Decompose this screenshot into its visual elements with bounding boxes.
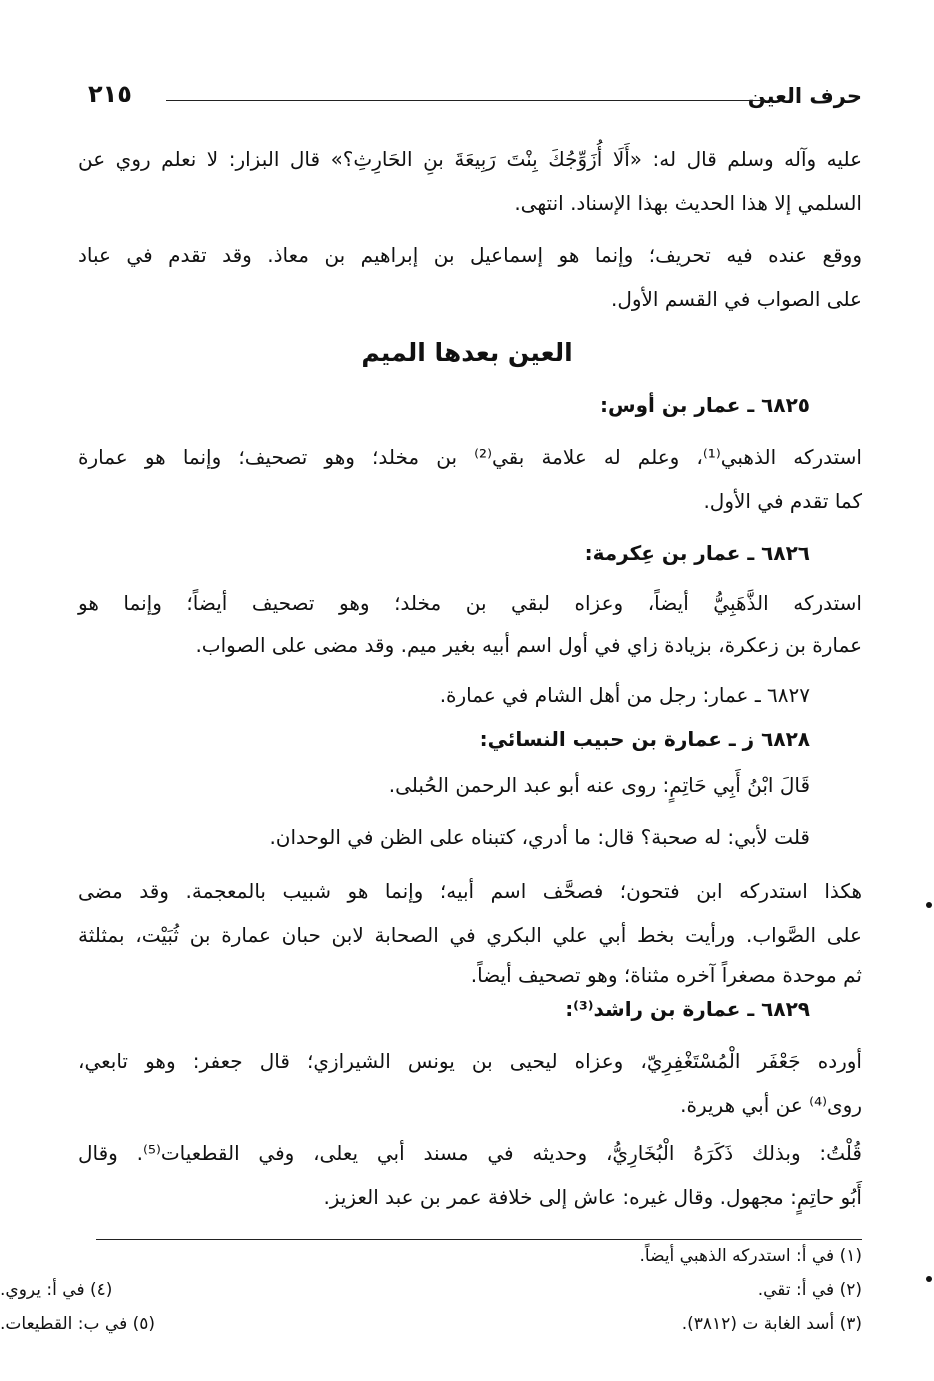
running-header-title: حرف العين xyxy=(747,84,862,108)
paragraph-line: كما تقدم في الأول. xyxy=(703,489,862,513)
entry-6827: ٦٨٢٧ ـ عمار: رجل من أهل الشام في عمارة. xyxy=(439,683,810,707)
paragraph-line: استدركه الذهبي⁽¹⁾، وعلم له علامة بقي⁽²⁾ بن مخلد؛ وهو تصحيف؛ وإنما هو عمارة xyxy=(78,445,862,469)
footnote-2: (٢) في أ: تقي. xyxy=(757,1280,862,1300)
paragraph-line: قَالَ ابْنُ أَبِي حَاتِمٍ: روى عنه أبو عبد الرحمن الحُبلى. xyxy=(388,773,810,797)
paragraph-line: ثم موحدة مصغراً آخره مثناة؛ وهو تصحيف أيضاً. xyxy=(470,963,862,987)
entry-title-6826: ٦٨٢٦ ـ عمار بن عِكرمة: xyxy=(584,541,810,565)
footnote-5: (٥) في ب: القطيعات. xyxy=(0,1314,156,1334)
page-number: ٢١٥ xyxy=(88,80,132,108)
footnote-4-wrapper xyxy=(0,1280,448,1300)
paragraph-line: السلمي إلا هذا الحديث بهذا الإسناد. انتهى. xyxy=(514,191,862,215)
paragraph-line: قُلْتُ: وبذلك ذَكَرَهُ الْبُخَارِيُّ، وحديثه في مسند أبي يعلى، وفي القطعيات⁽⁵⁾. وقال xyxy=(78,1141,862,1165)
paragraph-line: هكذا استدركه ابن فتحون؛ فصحَّف اسم أبيه؛ وإنما هو شبيب بالمعجمة. وقد مضى xyxy=(78,879,862,903)
entry-title-6828: ٦٨٢٨ ز ـ عمارة بن حبيب النسائي: xyxy=(479,727,810,751)
footnote-3: (٣) أسد الغابة ت (٣٨١٢). xyxy=(681,1314,862,1334)
paragraph-line: عليه وآله وسلم قال له: «أَلَا أُزَوِّجُكَ بِنْتَ رَبِيعَةَ بنِ الحَارِثِ؟» قال البزار: لا نعلم روي عن xyxy=(78,147,862,171)
paragraph-line: أَبُو حاتِمٍ: مجهول. وقال غيره: عاش إلى خلافة عمر بن عبد العزيز. xyxy=(323,1185,862,1209)
paragraph-line: قلت لأبي: له صحبة؟ قال: ما أدري، كتبناه على الظن في الوحدان. xyxy=(269,825,810,849)
paragraph-line: استدركه الذَّهَبِيُّ أيضاً، وعزاه لبقي بن مخلد؛ وهو تصحيف أيضاً؛ وإنما هو xyxy=(78,591,862,615)
paragraph-line: ووقع عنده فيه تحريف؛ وإنما هو إسماعيل بن إبراهيم بن معاذ. وقد تقدم في عباد xyxy=(78,243,862,267)
paragraph-line: عمارة بن زعكرة، بزيادة زاي في أول اسم أبيه بغير ميم. وقد مضى على الصواب. xyxy=(195,633,862,657)
paragraph-line: روى⁽⁴⁾ عن أبي هريرة. xyxy=(680,1093,862,1117)
header-rule xyxy=(166,100,766,101)
entry-title-6829: ٦٨٢٩ ـ عمارة بن راشد⁽³⁾: xyxy=(565,997,810,1021)
scan-edge-mark xyxy=(926,1276,932,1282)
footnote-rule xyxy=(96,1239,862,1240)
paragraph-line: أورده جَعْفَر الْمُسْتَغْفِرِيّ، وعزاه ليحيى بن يونس الشيرازي؛ قال جعفر: وهو تابعي، xyxy=(78,1049,862,1073)
entry-title-6825: ٦٨٢٥ ـ عمار بن أوس: xyxy=(600,393,810,417)
paragraph-line: على الصواب في القسم الأول. xyxy=(610,287,862,311)
scan-edge-mark xyxy=(926,902,932,908)
paragraph-line: على الصَّواب. ورأيت بخط أبي علي البكري في الصحابة لابن حبان عمارة بن ثُبَيْت، بمثلثة xyxy=(78,923,862,947)
footnote-5-wrapper xyxy=(0,1314,448,1334)
footnote-4: (٤) في أ: يروي. xyxy=(0,1280,113,1300)
section-heading: العين بعدها الميم xyxy=(361,338,573,367)
footnote-1: (١) في أ: استدركه الذهبي أيضاً. xyxy=(639,1246,862,1266)
